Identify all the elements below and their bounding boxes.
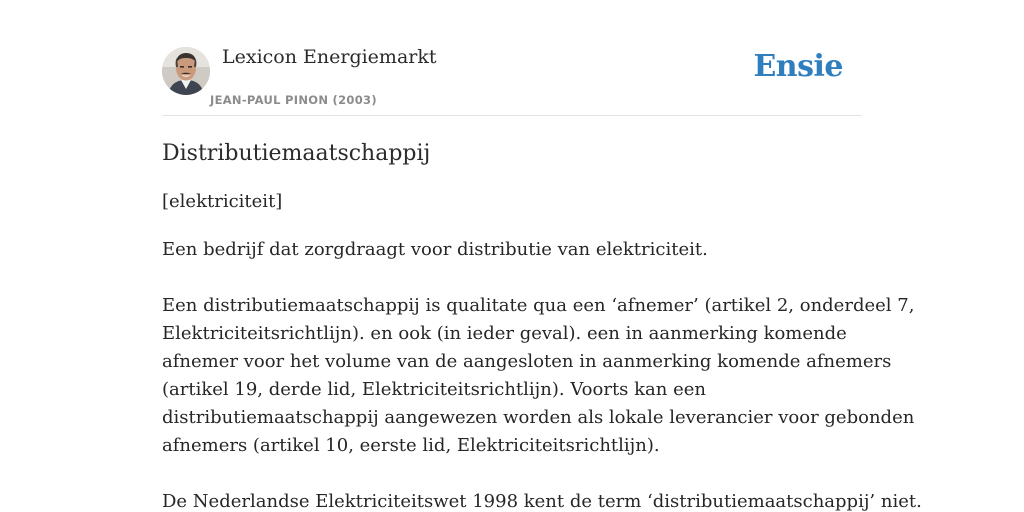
lexicon-header (162, 45, 862, 116)
paragraph-line: afnemer voor het volume van de aangesloten in aanmerking komende afnemers (162, 351, 892, 372)
note-paragraph (162, 488, 922, 512)
explanation-paragraph (162, 292, 915, 460)
definition-paragraph (162, 236, 862, 264)
author-avatar[interactable] (162, 47, 210, 95)
entry-content (162, 138, 922, 512)
paragraph-line: distributiemaatschappij aangewezen worden als lokale leverancier voor gebonden (162, 407, 915, 428)
paragraph-line: Een bedrijf dat zorgdraagt voor distributie van elektriciteit. (162, 239, 708, 260)
author-name[interactable]: JEAN-PAUL PINON (2003) (210, 93, 377, 107)
entry-category: [elektriciteit] (162, 191, 283, 212)
paragraph-line: (artikel 19, derde lid, Elektriciteitsrichtlijn). Voorts kan een (162, 379, 706, 400)
paragraph-line: Een distributiemaatschappij is qualitate qua een ‘afnemer’ (artikel 2, onderdeel 7, (162, 295, 915, 316)
paragraph-line: De Nederlandse Elektriciteitswet 1998 kent de term ‘distributiemaatschappij’ niet. (162, 491, 922, 512)
author-portrait-icon (162, 47, 210, 95)
lexicon-title[interactable]: Lexicon Energiemarkt (222, 46, 437, 68)
paragraph-line: Elektriciteitsrichtlijn). en ook (in ieder geval). een in aanmerking komende (162, 323, 847, 344)
ensie-logo[interactable]: Ensie (753, 49, 843, 84)
entry-title: Distributiemaatschappij (162, 141, 431, 166)
paragraph-line: afnemers (artikel 10, eerste lid, Elektriciteitsrichtlijn). (162, 435, 660, 456)
